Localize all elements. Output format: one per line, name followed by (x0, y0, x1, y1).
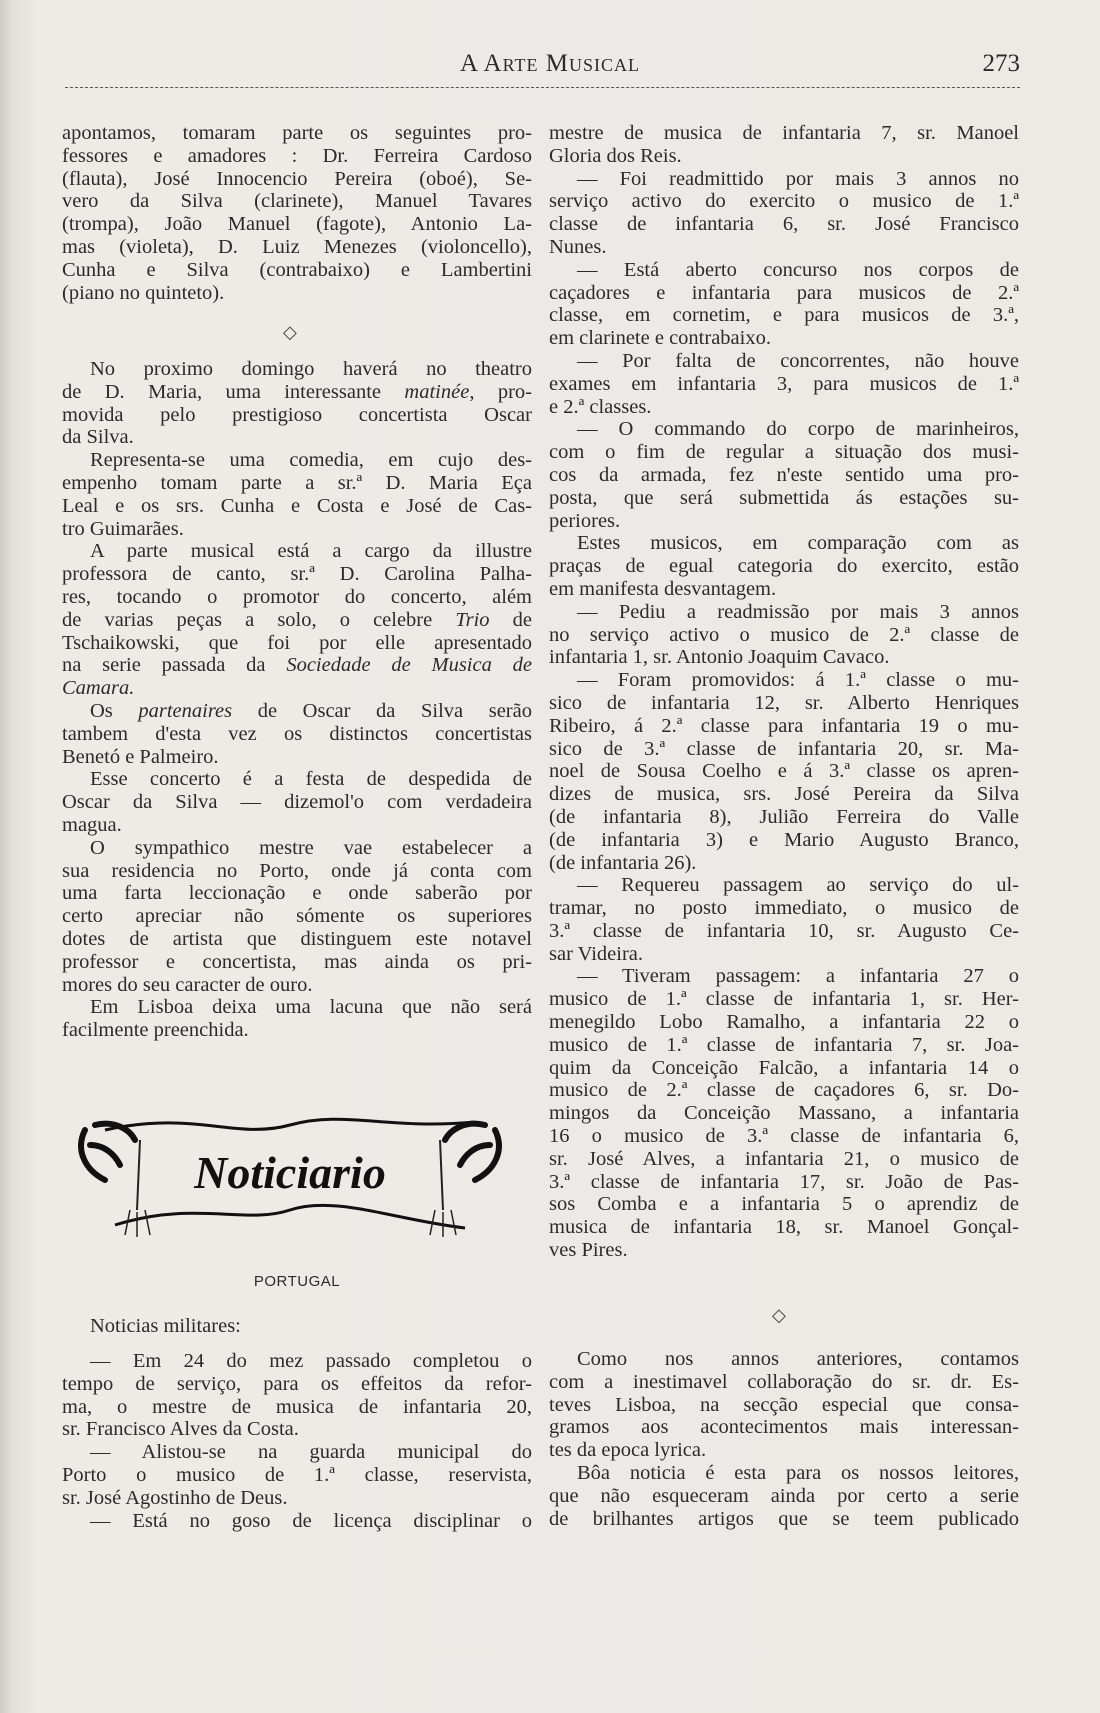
text-line: infantaria 1, sr. Antonio Joaquim Cavaco. (549, 646, 890, 669)
text-line: musico de 2.ª classe de caçadores 6, sr. Do- (549, 1079, 1019, 1102)
text-line: exames em infantaria 3, para musicos de 1.ª (549, 372, 1019, 395)
separator-ornament-icon: ◇ (283, 322, 297, 342)
text-line: Nunes. (549, 235, 607, 258)
paragraph (62, 122, 532, 304)
subheading: Noticias militares: (90, 1315, 241, 1337)
text-line: — Em 24 do mez passado completou o (90, 1350, 532, 1372)
text-line: praças de egual categoria do exercito, estão (549, 555, 1019, 578)
text-line: 3.ª classe de infantaria 10, sr. Augusto Ce- (549, 919, 1019, 942)
text-line: ma, o mestre de musica de infantaria 20, (62, 1395, 532, 1418)
text-line: caçadores e infantaria para musicos de 2.ª (549, 281, 1019, 304)
text-line: sr. José Alves, a infantaria 21, o musico de (549, 1147, 1019, 1170)
text-line: (de infantaria 26). (549, 851, 697, 874)
text-line: musico de 1.ª classe de infantaria 1, sr. Her- (549, 988, 1019, 1011)
paragraph (549, 874, 1019, 965)
text-line: de D. Maria, uma interessante matinée, pro- (62, 380, 532, 403)
text-line: com a inestimavel collaboração do sr. dr. Es- (549, 1370, 1019, 1393)
right-column-bottom (549, 1348, 1019, 1530)
paragraph (549, 350, 1019, 418)
text-line: cos da armada, fez n'este sentido uma pro- (549, 463, 1019, 486)
text-line: sua residencia no Porto, onde já conta com (62, 859, 532, 882)
text-line: professor e concertista, mas ainda os pri- (62, 950, 532, 973)
text-line: sr. José Agostinho de Deus. (62, 1486, 288, 1509)
text-line: em clarinete e contrabaixo. (549, 327, 771, 350)
paragraph (62, 1510, 532, 1533)
text-line: uma farta leccionação e onde saberão por (62, 882, 532, 905)
text-line: e 2.ª classes. (549, 395, 652, 418)
text-line: tambem d'esta vez os distinctos concertistas (62, 722, 532, 745)
text-line: serviço activo do exercito o musico de 1.ª (549, 190, 1019, 213)
paragraph (62, 1350, 532, 1441)
text-line: magua. (62, 813, 122, 836)
text-line: dotes de artista que distinguem este notavel (62, 927, 532, 950)
text-line: Gloria dos Reis. (549, 144, 682, 167)
paragraph (549, 669, 1019, 874)
text-line: de varias peças a solo, o celebre Trio de (62, 608, 532, 631)
paragraph (549, 965, 1019, 1261)
left-column-bottom (62, 1350, 532, 1532)
text-line: de brilhantes artigos que se teem publicado (549, 1507, 1019, 1530)
text-line: Porto o musico de 1.ª classe, reservista, (62, 1463, 532, 1486)
text-line: 3.ª classe de infantaria 17, sr. João de Pas- (549, 1170, 1019, 1193)
text-line: em manifesta desvantagem. (549, 577, 777, 600)
text-line: Ribeiro, á 2.ª classe para infantaria 19 o mu- (549, 714, 1019, 737)
text-line: com o fim de regular a situação dos musi- (549, 441, 1019, 464)
text-line: mestre de musica de infantaria 7, sr. Manoel (549, 122, 1019, 144)
noticiario-banner-ornament (75, 1100, 505, 1250)
text-line: quim da Conceição Falcão, a infantaria 14 o (549, 1056, 1019, 1079)
text-line: A parte musical está a cargo da illustre (90, 540, 532, 563)
left-column-middle (62, 358, 532, 1042)
text-line: posta, que será submettida ás estações su- (549, 486, 1019, 509)
text-line: sr. Francisco Alves da Costa. (62, 1418, 299, 1441)
text-line: No proximo domingo haverá no theatro (90, 358, 532, 380)
text-line: Cunha e Silva (contrabaixo) e Lambertini (62, 258, 532, 281)
text-line: tramar, no posto immediato, o musico de (549, 897, 1019, 920)
paragraph (549, 601, 1019, 669)
left-column-top (62, 122, 532, 304)
text-line: (de infantaria 3) e Mario Augusto Branco, (549, 828, 1019, 851)
separator-ornament-icon: ◇ (772, 1305, 786, 1325)
paragraph (549, 532, 1019, 600)
text-line: gramos aos acontecimentos mais interessan- (549, 1416, 1019, 1439)
text-line: Oscar da Silva — dizemol'o com verdadeira (62, 791, 532, 814)
text-line: Benetó e Palmeiro. (62, 745, 219, 768)
text-line: Camara. (62, 677, 135, 700)
paragraph (549, 1348, 1019, 1462)
text-line: que não esqueceram ainda por certo a serie (549, 1484, 1019, 1507)
text-line: — Está no goso de licença disciplinar o (90, 1509, 532, 1532)
text-line: da Silva. (62, 426, 134, 449)
text-line: — Tiveram passagem: a infantaria 27 o (577, 965, 1019, 988)
text-line: Em Lisboa deixa uma lacuna que não será (90, 996, 532, 1019)
paragraph (549, 122, 1019, 168)
text-line: classe de infantaria 6, sr. José Francisco (549, 213, 1019, 236)
paragraph (62, 768, 532, 836)
header-rule (65, 87, 1020, 88)
text-line: 16 o musico de 3.ª classe de infantaria 6, (549, 1125, 1019, 1148)
paragraph (549, 1462, 1019, 1530)
text-line: musico de 1.ª classe de infantaria 7, sr. Joa- (549, 1033, 1019, 1056)
text-line: Tschaikowski, que foi por elle apresentado (62, 631, 532, 654)
text-line: — Está aberto concurso nos corpos de (577, 258, 1019, 281)
page-number: 273 (982, 50, 1020, 77)
paragraph (62, 700, 532, 768)
text-line: sos Comba e a infantaria 5 o aprendiz de (549, 1193, 1019, 1216)
text-line: no serviço activo o musico de 2.ª classe de (549, 623, 1019, 646)
text-line: sico de 3.ª classe de infantaria 20, sr. Ma- (549, 737, 1019, 760)
text-line: Como nos annos anteriores, contamos (577, 1348, 1019, 1370)
text-line: certo apreciar não sómente os superiores (62, 905, 532, 928)
text-line: sar Videira. (549, 942, 644, 965)
text-line: (piano no quinteto). (62, 281, 225, 304)
text-line: fessores e amadores : Dr. Ferreira Cardoso (62, 144, 532, 167)
paragraph (62, 358, 532, 449)
text-line: — Requereu passagem ao serviço do ul- (577, 874, 1019, 897)
text-line: empenho tomam parte a sr.ª D. Maria Eça (62, 471, 532, 494)
text-line: — Pediu a readmissão por mais 3 annos (577, 600, 1019, 623)
text-line: teves Lisboa, na secção especial que consa- (549, 1393, 1019, 1416)
text-line: (flauta), José Innocencio Pereira (oboé), Se- (62, 167, 532, 190)
text-line: Bôa noticia é esta para os nossos leitores, (577, 1461, 1019, 1484)
text-line: O sympathico mestre vae estabelecer a (90, 836, 532, 859)
text-line: res, tocando o promotor do concerto, além (62, 585, 532, 608)
text-line: — Alistou-se na guarda municipal do (90, 1441, 532, 1464)
text-line: (de infantaria 8), Julião Ferreira do Valle (549, 805, 1019, 828)
text-line: — O commando do corpo de marinheiros, (577, 418, 1019, 441)
text-line: facilmente preenchida. (62, 1019, 249, 1042)
text-line: movida pelo prestigioso concertista Oscar (62, 403, 532, 426)
text-line: Os partenaires de Oscar da Silva serão (90, 699, 532, 722)
text-line: Esse concerto é a festa de despedida de (90, 768, 532, 791)
text-line: na serie passada da Sociedade de Musica de (62, 654, 532, 677)
text-line: ves Pires. (549, 1239, 628, 1262)
paragraph (62, 996, 532, 1042)
banner-title: Noticiario (194, 1147, 386, 1198)
text-line: mas (violeta), D. Luiz Menezes (violoncello), (62, 235, 532, 258)
right-column-top (549, 122, 1019, 1262)
section-heading: PORTUGAL (253, 1273, 341, 1290)
text-line: classe, em cornetim, e para musicos de 3.ª, (549, 304, 1019, 327)
text-line: musica de infantaria 18, sr. Manoel Gonçal- (549, 1216, 1019, 1239)
text-line: menegildo Lobo Ramalho, a infantaria 22 o (549, 1011, 1019, 1034)
text-line: Representa-se uma comedia, em cujo des- (90, 449, 532, 472)
text-line: dizes de musica, srs. José Pereira da Silva (549, 783, 1019, 806)
text-line: periores. (549, 509, 621, 532)
text-line: professora de canto, sr.ª D. Carolina Palha- (62, 563, 532, 586)
text-line: noel de Sousa Coelho e á 3.ª classe os apren- (549, 760, 1019, 783)
paragraph (549, 259, 1019, 350)
text-line: vero da Silva (clarinete), Manuel Tavares (62, 190, 532, 213)
text-line: mores do seu caracter de ouro. (62, 973, 313, 996)
text-line: (trompa), João Manuel (fagote), Antonio La- (62, 213, 532, 236)
text-line: tempo de serviço, para os effeitos da refor- (62, 1372, 532, 1395)
paragraph (549, 418, 1019, 532)
text-line: Leal e os srs. Cunha e Costa e José de Cas- (62, 494, 532, 517)
paragraph (62, 837, 532, 997)
text-line: sico de infantaria 12, sr. Alberto Henriques (549, 691, 1019, 714)
paragraph (62, 449, 532, 540)
text-line: tro Guimarães. (62, 517, 184, 540)
text-line: — Foram promovidos: á 1.ª classe o mu- (577, 669, 1019, 692)
text-line: — Por falta de concorrentes, não houve (577, 349, 1019, 372)
text-line: — Foi readmittido por mais 3 annos no (577, 167, 1019, 190)
text-line: tes da epoca lyrica. (549, 1439, 707, 1462)
text-line: apontamos, tomaram parte os seguintes pro- (62, 122, 532, 144)
text-line: mingos da Conceição Massano, a infantaria (549, 1102, 1019, 1125)
paragraph (62, 540, 532, 700)
paragraph (62, 1441, 532, 1509)
text-line: Estes musicos, em comparação com as (577, 532, 1019, 555)
running-header-title: A Arte Musical (460, 50, 640, 77)
paragraph (549, 168, 1019, 259)
